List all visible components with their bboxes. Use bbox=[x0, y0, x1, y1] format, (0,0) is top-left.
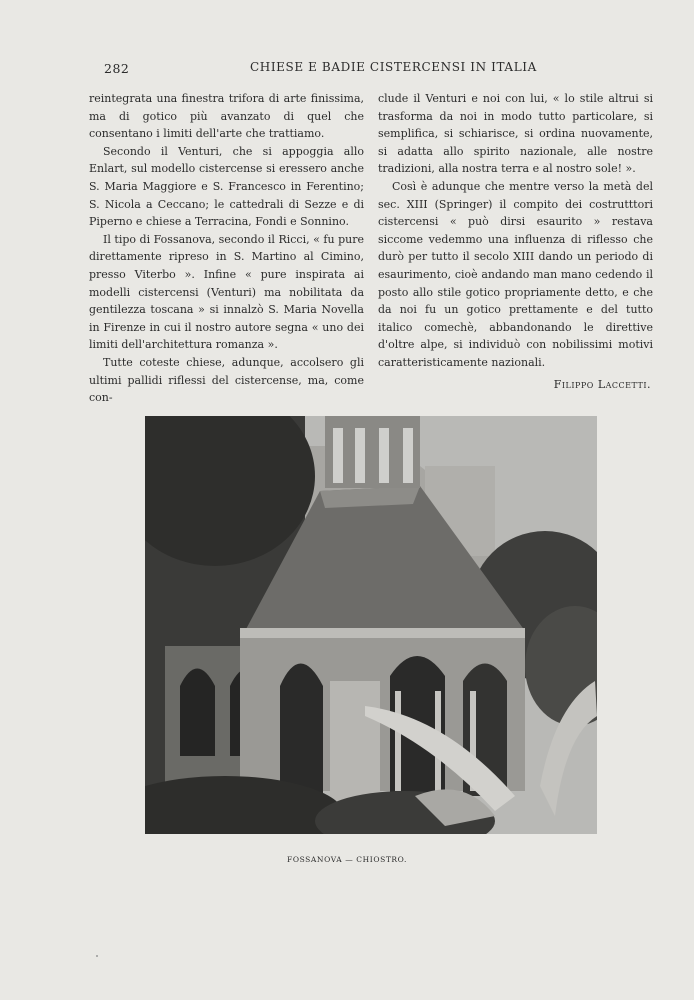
paragraph: Tutte coteste chiese, adunque, accolsero gli ultimi pallidi riflessi del cistercense, ma, come con- bbox=[89, 355, 364, 405]
paper-speck bbox=[96, 955, 98, 957]
paragraph: reintegrata una finestra trifora di arte finissima, ma di gotico più avanzato di quel che consentano i limiti dell'arte che trattiamo. bbox=[89, 92, 364, 141]
page-number: 282 bbox=[104, 61, 130, 76]
left-text-column bbox=[89, 90, 364, 407]
cloister-illustration bbox=[145, 416, 597, 834]
paragraph: Il tipo di Fossanova, secondo il Ricci, « fu pure direttamente ripreso in S. Martino al Cimino, presso Viterbo ». Infine « pure inspirata ai modelli cistercensi (Venturi) ma nobilitata da gentilezza toscana » si innalzò S. Maria Novella in Firenze in cui il nostro autore segna « uno dei limiti dell'architettura romanza ». bbox=[89, 232, 364, 352]
paragraph: Secondo il Venturi, che si appoggia allo Enlart, sul modello cistercense si eressero anche S. Maria Maggiore e S. Francesco in Ferentino; S. Nicola a Ceccano; le cattedrali di Sezze e di Piperno e chiese a Terracina, Fondi e Sonnino. bbox=[89, 144, 364, 229]
author-signature: Filippo Laccetti. bbox=[553, 377, 651, 391]
running-title: CHIESE E BADIE CISTERCENSI IN ITALIA bbox=[250, 60, 537, 74]
right-text-column bbox=[378, 90, 653, 393]
paragraph: clude il Venturi e noi con lui, « lo stile altrui si trasforma da noi in modo tutto particolare, si semplifica, si schiarisce, si ordina nuovamente, si adatta allo spirito nazionale, alle nostre tradizioni, alla nostra terra e al nostro sole! ». bbox=[378, 92, 653, 176]
photo-caption: FOSSANOVA — CHIOSTRO. bbox=[287, 855, 407, 864]
paragraph: Così è adunque che mentre verso la metà del sec. XIII (Springer) il compito dei costrutttori cistercensi « può dirsi esaurito » restava siccome vedemmo una influenza di riflesso che durò per tutto il secolo XIII dando un periodo di esaurimento, cioè andando man mano cedendo il posto allo stile gotico propriamente detto, e che da noi fu un gotico prettamente e del tutto italico comechè, abbandonando le direttive d'oltre alpe, si individuò con nobilissimi motivi caratteristicamente nazionali. bbox=[378, 179, 653, 369]
cloister-photograph bbox=[145, 416, 597, 834]
